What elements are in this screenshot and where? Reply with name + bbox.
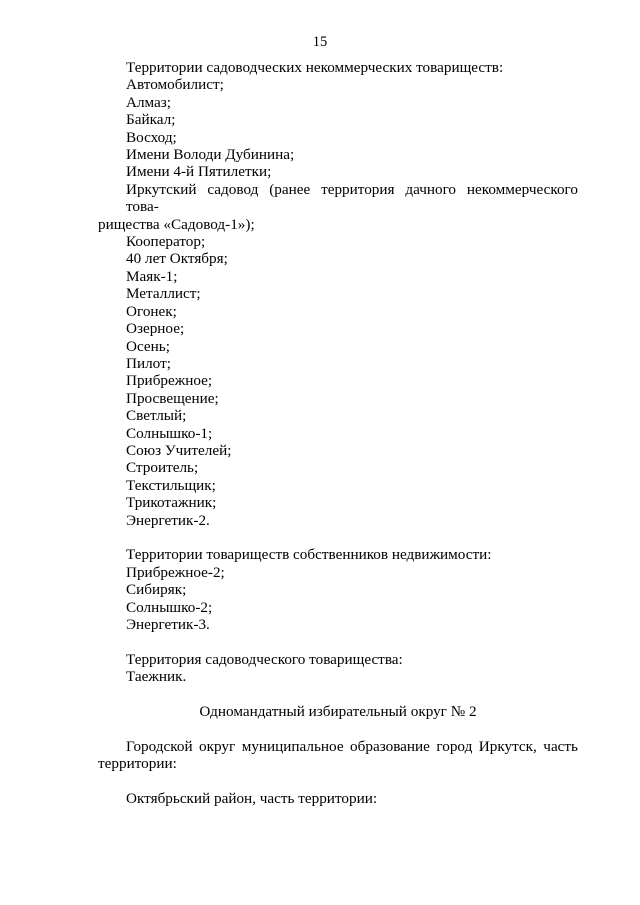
section-title-tsn: Территории товариществ собственников недвижимости: [126,546,492,564]
spacer [98,720,578,737]
list-item: 40 лет Октября; [126,250,228,268]
district-heading: Одномандатный избирательный округ № 2 [199,702,477,720]
list-item: Солнышко-1; [126,424,213,442]
list-item: Автомобилист; [126,76,224,94]
page-number: 15 [312,34,328,50]
list-item: Союз Учителей; [126,441,232,459]
paragraph-district: Октябрьский район, часть территории: [126,789,378,807]
list-item: Имени 4-й Пятилетки; [126,163,272,181]
document-body [98,59,578,807]
list-item: Маяк-1; [126,267,178,285]
section-title-snt: Территории садоводческих некоммерческих товариществ: [126,59,504,76]
spacer [98,529,578,546]
list-item: Энергетик-3. [126,615,210,633]
spacer [98,773,578,790]
list-item: Таежник. [126,668,187,686]
list-item: Озерное; [126,320,185,338]
section-title-st: Территория садоводческого товарищества: [126,650,403,668]
list-item: Энергетик-2. [126,511,210,529]
list-item-long-line1: Иркутский садовод (ранее территория дачного некоммерческого това- [126,180,578,216]
list-item: Металлист; [126,285,201,303]
list-item: Светлый; [126,407,187,425]
list-item: Текстильщик; [126,476,216,494]
paragraph-city-line2: территории: [98,755,177,773]
list-item: Осень; [126,337,170,355]
list-item: Прибрежное; [126,372,213,390]
list-item: Кооператор; [126,233,206,251]
list-item: Просвещение; [126,389,219,407]
list-item: Строитель; [126,459,199,477]
spacer [98,633,578,650]
paragraph-city-line1: Городской округ муниципальное образование город Иркутск, часть [126,737,578,755]
spacer [98,686,578,703]
list-item: Имени Володи Дубинина; [126,146,295,164]
list-item: Трикотажник; [126,494,217,512]
list-item: Огонек; [126,302,177,320]
list-item: Солнышко-2; [126,598,213,616]
list-item: Восход; [126,128,177,146]
list-item: Байкал; [126,111,176,129]
list-item: Пилот; [126,354,171,372]
list-item: Прибрежное-2; [126,563,225,581]
list-item-long-line2: рищества «Садовод-1»); [98,215,255,233]
list-item: Сибиряк; [126,581,187,599]
list-item: Алмаз; [126,93,172,111]
